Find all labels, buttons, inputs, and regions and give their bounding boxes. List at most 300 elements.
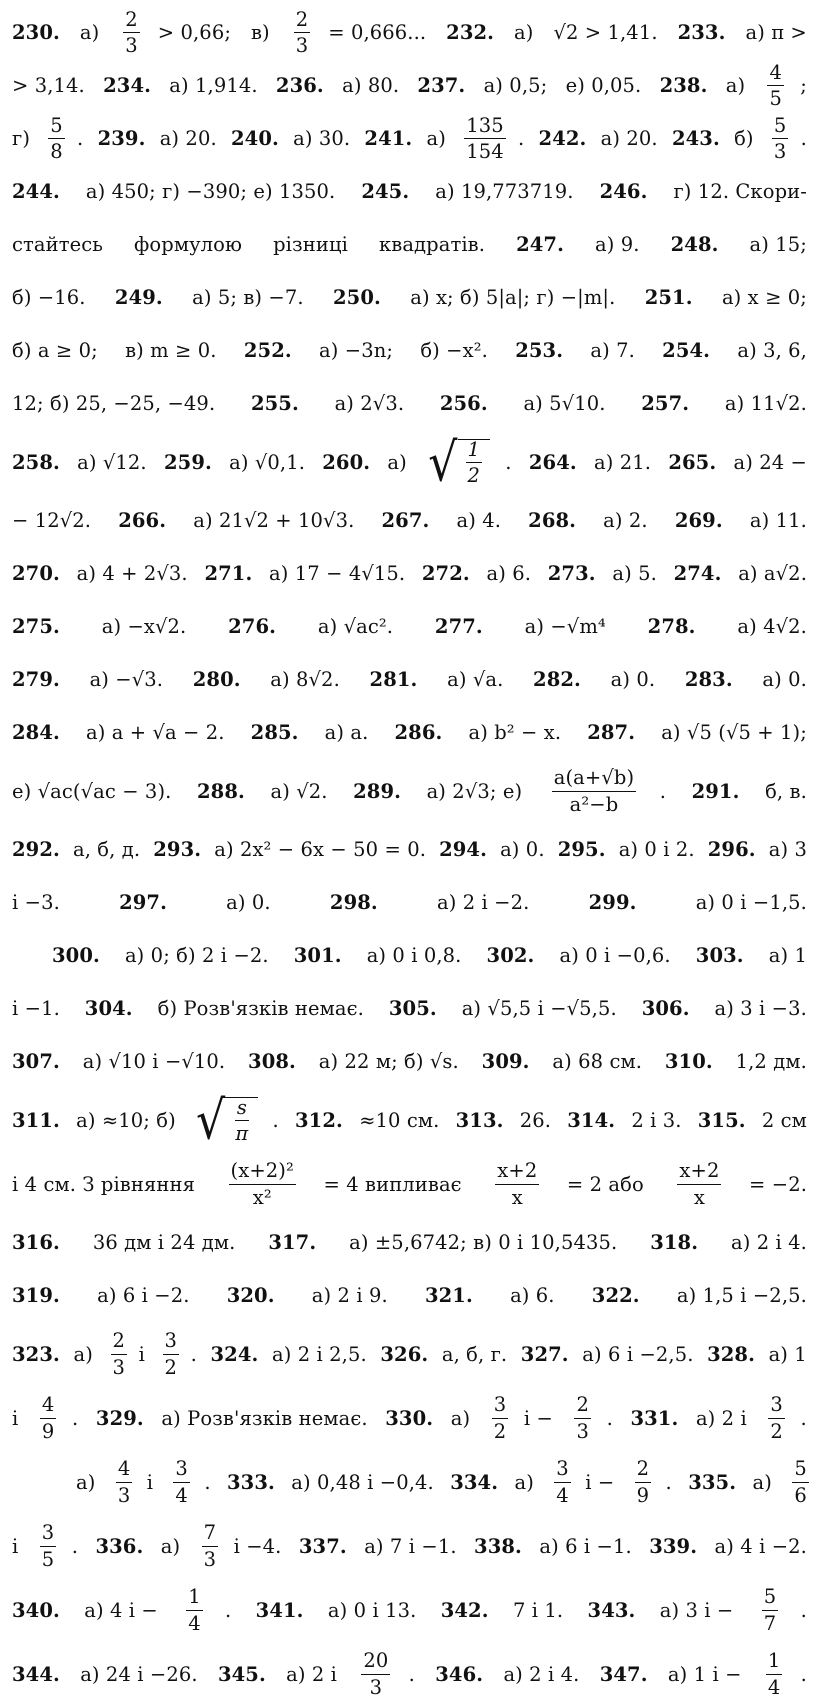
- answer-text: а) 2 і −2.: [437, 891, 530, 914]
- answer-text: а) 24 і −26.: [80, 1662, 198, 1686]
- denominator: 5: [41, 1547, 55, 1571]
- problem-number: 251.: [644, 286, 693, 309]
- answer-text: а) ≈10; б): [76, 1108, 176, 1132]
- problem-number: 255.: [250, 392, 299, 415]
- answer-line: [12, 1088, 813, 1152]
- answer-text: а) 2 і 4.: [503, 1662, 580, 1686]
- problem-number: 233.: [677, 21, 726, 44]
- answer-text: а): [79, 21, 100, 44]
- answer-text: і −1.: [12, 997, 60, 1020]
- fraction: [116, 1459, 133, 1505]
- fraction: [495, 1161, 539, 1207]
- numerator: 4: [116, 1459, 133, 1483]
- answer-text: а) 2x² − 6x − 50 = 0.: [214, 838, 427, 861]
- answer-text: − 12√2.: [12, 509, 92, 532]
- answer-line: [12, 1578, 813, 1642]
- answer-line: [12, 324, 813, 377]
- answer-text: а): [725, 74, 746, 97]
- problem-number: 274.: [673, 562, 722, 585]
- answer-text: а) 1,5 і −2,5.: [676, 1284, 807, 1307]
- fraction: [762, 1587, 779, 1633]
- answer-text: а, б, г.: [441, 1342, 508, 1366]
- answer-text: = −2.: [749, 1172, 807, 1196]
- answer-text: а) 19,773719.: [435, 180, 574, 203]
- answer-line: [12, 1322, 813, 1386]
- answer-text: а) −3n;: [319, 339, 394, 362]
- problem-number: 283.: [684, 668, 733, 691]
- answer-text: а) 6.: [510, 1284, 555, 1307]
- denominator: 4: [556, 1483, 569, 1507]
- denominator: 3: [203, 1547, 217, 1571]
- answer-text: а) 15;: [749, 233, 807, 256]
- answer-text: а) √12.: [77, 450, 147, 474]
- fraction: [767, 60, 784, 110]
- answer-text: а) ±5,6742; в) 0 і 10,5435.: [349, 1231, 618, 1254]
- answer-text: а) −√m⁴: [524, 615, 606, 638]
- problem-number: 295.: [557, 838, 606, 861]
- problem-number: 301.: [293, 944, 342, 967]
- problem-number: 267.: [381, 509, 430, 532]
- numerator: 3: [768, 1395, 785, 1419]
- numerator: 2: [294, 10, 311, 34]
- answer-text: а) 0.: [226, 891, 271, 914]
- fraction: [294, 7, 311, 57]
- answer-text: б): [734, 127, 754, 150]
- answer-text: і: [12, 1534, 19, 1558]
- problem-number: 333.: [227, 1470, 275, 1494]
- answer-text: а) 21√2 + 10√3.: [193, 509, 355, 532]
- problem-number: 287.: [587, 721, 636, 744]
- answer-text: б, в.: [765, 779, 807, 803]
- problem-number: 310.: [664, 1050, 713, 1073]
- numerator: 5: [772, 116, 789, 140]
- answer-text: = 4 випливає: [323, 1172, 462, 1196]
- answer-text: а) 30.: [293, 127, 351, 150]
- problem-number: 281.: [369, 668, 418, 691]
- denominator: 6: [794, 1483, 807, 1507]
- answer-line: [12, 1216, 813, 1269]
- answer-text: а): [73, 1342, 93, 1366]
- answer-text: а) −x√2.: [101, 615, 187, 638]
- problem-number: 272.: [421, 562, 470, 585]
- answer-text: і: [138, 1342, 145, 1366]
- answer-text: а) Розв'язків немає.: [161, 1406, 368, 1430]
- problem-number: 289.: [353, 779, 402, 803]
- answer-line: [12, 6, 813, 59]
- denominator: 3: [125, 34, 138, 57]
- problem-number: 318.: [650, 1231, 699, 1254]
- fraction: [361, 1651, 390, 1697]
- problem-number: 338.: [474, 1534, 522, 1558]
- answer-text: а) 6 і −2.: [97, 1284, 190, 1307]
- answer-text: а): [752, 1470, 772, 1494]
- answer-text: стайтесь: [12, 233, 103, 256]
- answer-text: а) 4 і −: [84, 1598, 158, 1622]
- problem-number: 257.: [641, 392, 690, 415]
- denominator: 5: [769, 87, 782, 110]
- problem-number: 291.: [691, 779, 740, 803]
- problem-number: 256.: [439, 392, 488, 415]
- denominator: 8: [50, 140, 63, 163]
- answer-text: г): [12, 127, 31, 150]
- fraction: [766, 1651, 783, 1697]
- problem-number: 341.: [255, 1598, 304, 1622]
- fraction: [111, 1331, 128, 1377]
- answer-text: в): [250, 21, 270, 44]
- fraction: [574, 1395, 591, 1441]
- problem-number: 247.: [516, 233, 564, 256]
- denominator: x²: [252, 1185, 272, 1209]
- problem-number: 347.: [599, 1662, 648, 1686]
- answer-text: .: [71, 1534, 79, 1558]
- answer-line: [12, 494, 813, 547]
- answer-text: .: [505, 450, 512, 474]
- answer-text: е) 0,05.: [565, 74, 642, 97]
- answer-text: а) a + √a − 2.: [85, 721, 225, 744]
- denominator: 3: [117, 1483, 131, 1507]
- problem-number: 236.: [275, 74, 324, 97]
- fraction: [635, 1459, 652, 1505]
- answer-text: а) √a.: [447, 668, 504, 691]
- problem-number: 299.: [588, 891, 637, 914]
- answer-text: б) −x².: [420, 339, 488, 362]
- answer-text: а) 1: [768, 1342, 807, 1366]
- answer-text: різниці: [273, 233, 348, 256]
- problem-number: 245.: [361, 180, 410, 203]
- answer-text: формулою: [134, 233, 243, 256]
- denominator: 2: [164, 1355, 178, 1379]
- problem-number: 321.: [424, 1284, 473, 1307]
- answer-text: а) √10 і −√10.: [82, 1050, 226, 1073]
- answer-text: а) 0 і −0,6.: [559, 944, 671, 967]
- answer-line: [12, 547, 813, 600]
- numerator: 3: [492, 1395, 509, 1419]
- denominator: x: [511, 1185, 523, 1209]
- answer-text: а) 5.: [612, 562, 657, 585]
- answer-text: а): [387, 450, 407, 474]
- denominator: 4: [175, 1483, 188, 1507]
- problem-number: 314.: [567, 1108, 616, 1132]
- answer-text: і: [12, 1406, 19, 1430]
- answer-text: а) 0,5;: [483, 74, 548, 97]
- answer-text: а) 4√2.: [737, 615, 807, 638]
- problem-number: 286.: [394, 721, 443, 744]
- answer-text: а) √0,1.: [229, 450, 306, 474]
- problem-number: 268.: [528, 509, 577, 532]
- numerator: 2: [574, 1395, 591, 1419]
- fraction: [173, 1459, 190, 1505]
- problem-number: 309.: [481, 1050, 530, 1073]
- answer-text: а) 0.: [610, 668, 656, 691]
- denominator: 2: [493, 1419, 507, 1443]
- answer-text: а) 0 і −1,5.: [695, 891, 807, 914]
- numerator: 20: [361, 1651, 390, 1675]
- problem-number: 322.: [591, 1284, 640, 1307]
- answer-text: а) 0; б) 2 і −2.: [124, 944, 269, 967]
- answer-text: а): [514, 21, 534, 44]
- answer-text: 26.: [519, 1108, 552, 1132]
- answer-line: [12, 876, 813, 929]
- answer-text: а) 4 + 2√3.: [76, 562, 188, 585]
- problem-number: 312.: [295, 1108, 343, 1132]
- problem-number: 346.: [435, 1662, 484, 1686]
- problem-number: 315.: [697, 1108, 746, 1132]
- answer-line: [12, 1386, 813, 1450]
- answer-text: а) 8√2.: [270, 668, 340, 691]
- fraction: [552, 768, 636, 814]
- answer-text: а) 1,914.: [169, 74, 258, 97]
- numerator: 1: [766, 1651, 783, 1675]
- answer-line: [12, 982, 813, 1035]
- answer-text: .: [190, 1342, 197, 1366]
- problem-number: 335.: [688, 1470, 737, 1494]
- problem-number: 248.: [670, 233, 719, 256]
- denominator: 4: [767, 1675, 781, 1699]
- answer-text: .: [77, 127, 84, 150]
- denominator: 3: [576, 1419, 589, 1443]
- answer-text: а) 0.: [762, 668, 807, 691]
- numerator: 4: [40, 1395, 57, 1419]
- answer-text: а) 20.: [600, 127, 658, 150]
- problem-number: 266.: [118, 509, 167, 532]
- answer-text: а) 2√3.: [334, 392, 405, 415]
- answer-line: [12, 1450, 813, 1514]
- problem-number: 277.: [434, 615, 483, 638]
- fraction: [677, 1161, 721, 1207]
- problem-number: 265.: [668, 450, 717, 474]
- answer-text: а) a√2.: [738, 562, 807, 585]
- fraction: [792, 1459, 809, 1505]
- answer-text: а) 4.: [456, 509, 502, 532]
- denominator: 2: [770, 1419, 783, 1443]
- problem-number: 297.: [119, 891, 167, 914]
- problem-number: 275.: [12, 615, 60, 638]
- answer-text: 36 дм і 24 дм.: [92, 1231, 236, 1254]
- answer-text: а) √ac².: [317, 615, 394, 638]
- answer-text: а) 6 і −1.: [539, 1534, 632, 1558]
- answer-line: [12, 430, 813, 494]
- problem-number: 296.: [707, 838, 756, 861]
- problem-number: 331.: [630, 1406, 679, 1430]
- numerator: x+2: [495, 1161, 539, 1185]
- answer-text: а) √5,5 і −√5,5.: [461, 997, 617, 1020]
- problem-number: 249.: [114, 286, 163, 309]
- answer-line: [12, 1642, 813, 1706]
- denominator: a²−b: [569, 792, 619, 816]
- problem-number: 306.: [641, 997, 690, 1020]
- problem-number: 273.: [547, 562, 596, 585]
- denominator: 154: [466, 140, 504, 163]
- numerator: 5: [762, 1587, 779, 1611]
- problem-number: 342.: [440, 1598, 489, 1622]
- answer-text: а) 20.: [159, 127, 217, 150]
- answer-text: .: [204, 1470, 211, 1494]
- problem-number: 308.: [248, 1050, 296, 1073]
- problem-number: 340.: [12, 1598, 60, 1622]
- answer-text: а) 6.: [486, 562, 532, 585]
- problem-number: 234.: [103, 74, 152, 97]
- answer-text: і −: [523, 1406, 553, 1430]
- problem-number: 298.: [329, 891, 378, 914]
- fraction: [464, 113, 506, 163]
- answer-text: і 4 см. З рівняння: [12, 1172, 195, 1196]
- problem-number: 237.: [417, 74, 466, 97]
- answer-text: і: [146, 1470, 154, 1494]
- numerator: 3: [163, 1331, 180, 1355]
- problem-number: 253.: [515, 339, 564, 362]
- answer-text: а) 2 і: [286, 1662, 338, 1686]
- answer-text: а) 7 і −1.: [364, 1534, 457, 1558]
- problem-number: 324.: [210, 1342, 259, 1366]
- problem-number: 288.: [197, 779, 245, 803]
- answer-text: а) 68 см.: [552, 1050, 643, 1073]
- answer-text: б) a ≥ 0;: [12, 339, 98, 362]
- problem-number: 254.: [662, 339, 711, 362]
- numerator: 7: [202, 1523, 219, 1547]
- answer-text: а) 0 і 0,8.: [366, 944, 462, 967]
- answer-text: а) 3 і −: [659, 1598, 734, 1622]
- fraction: [554, 1459, 571, 1505]
- answer-text: .: [800, 127, 807, 150]
- answer-line: [12, 600, 813, 653]
- problem-number: 264.: [528, 450, 577, 474]
- answer-line: [12, 59, 813, 112]
- problem-number: 337.: [298, 1534, 347, 1558]
- denominator: 9: [41, 1419, 55, 1443]
- answer-line: [12, 1269, 813, 1322]
- answer-text: 1,2 дм.: [735, 1050, 807, 1073]
- answer-text: а) a.: [324, 721, 369, 744]
- answer-text: а) 2 і 4.: [731, 1231, 807, 1254]
- denominator: 7: [763, 1611, 777, 1635]
- answer-line: [12, 218, 813, 271]
- answer-text: і −: [585, 1470, 615, 1494]
- answer-text: а) π >: [745, 21, 807, 44]
- problem-number: 260.: [322, 450, 371, 474]
- answer-text: а) 4 і −2.: [714, 1534, 807, 1558]
- problem-number: 241.: [364, 127, 413, 150]
- answer-text: а) 24 −: [733, 450, 807, 474]
- problem-number: 329.: [95, 1406, 144, 1430]
- problem-number: 276.: [228, 615, 277, 638]
- answer-line: [12, 929, 813, 982]
- answer-text: і −3.: [12, 891, 60, 914]
- problem-number: 303.: [695, 944, 744, 967]
- problem-number: 279.: [12, 668, 60, 691]
- numerator: x+2: [677, 1161, 721, 1185]
- problem-number: 300.: [52, 944, 100, 967]
- answer-text: а) b² − x.: [468, 721, 562, 744]
- problem-number: 344.: [12, 1662, 60, 1686]
- denominator: 4: [188, 1611, 201, 1635]
- numerator: 3: [40, 1523, 57, 1547]
- answer-text: а) 5; в) −7.: [192, 286, 304, 309]
- answer-text: б) Розв'язків немає.: [157, 997, 364, 1020]
- problem-number: 258.: [12, 450, 60, 474]
- answer-text: = 0,666...: [328, 21, 427, 44]
- answer-text: > 3,14.: [12, 74, 85, 97]
- answer-text: а) 17 − 4√15.: [269, 562, 406, 585]
- answer-text: > 0,66;: [157, 21, 231, 44]
- answer-text: .: [72, 1406, 79, 1430]
- problem-number: 307.: [12, 1050, 60, 1073]
- problem-number: 326.: [380, 1342, 429, 1366]
- problem-number: 242.: [538, 127, 587, 150]
- answer-text: .: [517, 127, 525, 150]
- numerator: 5: [792, 1459, 809, 1483]
- numerator: 4: [767, 63, 784, 87]
- answer-line: [12, 1514, 813, 1578]
- problem-number: 278.: [647, 615, 696, 638]
- answer-text: а) 2√3; е): [426, 779, 523, 803]
- answer-text: а) 7.: [590, 339, 635, 362]
- answer-text: 2 см: [761, 1108, 807, 1132]
- problem-number: 284.: [12, 721, 60, 744]
- answer-text: .: [408, 1662, 415, 1686]
- problem-number: 269.: [674, 509, 723, 532]
- problem-number: 328.: [707, 1342, 755, 1366]
- answer-text: а) 0 і 13.: [327, 1598, 417, 1622]
- numerator: 3: [554, 1459, 571, 1483]
- problem-number: 313.: [455, 1108, 504, 1132]
- answer-text: а) 0.: [500, 838, 545, 861]
- numerator: 3: [173, 1459, 190, 1483]
- answer-text: ≈10 см.: [359, 1108, 440, 1132]
- problem-number: 334.: [450, 1470, 499, 1494]
- answer-text: а) −√3.: [89, 668, 164, 691]
- fraction: [163, 1331, 180, 1377]
- answer-line: [12, 377, 813, 430]
- answer-text: а) 22 м; б) √s.: [318, 1050, 459, 1073]
- answer-line: [12, 1152, 813, 1216]
- answer-text: е) √ac(√ac − 3).: [12, 779, 172, 803]
- problem-number: 243.: [671, 127, 720, 150]
- answer-text: а): [450, 1406, 471, 1430]
- radical-fraction: √ $\frac{1}{2}$: [428, 439, 490, 486]
- answer-text: 12; б) 25, −25, −49.: [12, 392, 216, 415]
- answer-text: а) 2.: [603, 509, 648, 532]
- answer-text: а) 3, 6,: [737, 339, 807, 362]
- answer-text: а, б, д.: [72, 838, 141, 861]
- problem-number: 339.: [649, 1534, 698, 1558]
- answer-text: .: [800, 1406, 807, 1430]
- numerator: 135: [464, 116, 506, 140]
- problem-number: 244.: [12, 180, 60, 203]
- answer-text: 7 і 1.: [512, 1598, 564, 1622]
- answer-text: .: [665, 1470, 672, 1494]
- answer-text: а) 3 і −3.: [714, 997, 807, 1020]
- answer-text: ;: [800, 74, 807, 97]
- problem-number: 238.: [659, 74, 708, 97]
- problem-number: 270.: [12, 562, 60, 585]
- answer-text: а) 6 і −2,5.: [582, 1342, 694, 1366]
- answer-text: = 2 або: [566, 1172, 644, 1196]
- answer-text: а) 11√2.: [724, 392, 807, 415]
- answer-text: г) 12. Скори-: [673, 180, 807, 203]
- problem-number: 285.: [250, 721, 299, 744]
- answer-text: а): [514, 1470, 534, 1494]
- fraction: [40, 1523, 57, 1569]
- answer-text: а): [426, 127, 446, 150]
- problem-number: 319.: [12, 1284, 60, 1307]
- answer-text: а) 450; г) −390; е) 1350.: [85, 180, 336, 203]
- answer-text: а): [76, 1470, 96, 1494]
- answer-text: а) 2 і 2,5.: [271, 1342, 367, 1366]
- radical-fraction: √ $\frac{s}{\pi}$: [196, 1097, 258, 1144]
- answer-text: квадратів.: [378, 233, 486, 256]
- denominator: 3: [773, 140, 787, 163]
- fraction: [202, 1523, 219, 1569]
